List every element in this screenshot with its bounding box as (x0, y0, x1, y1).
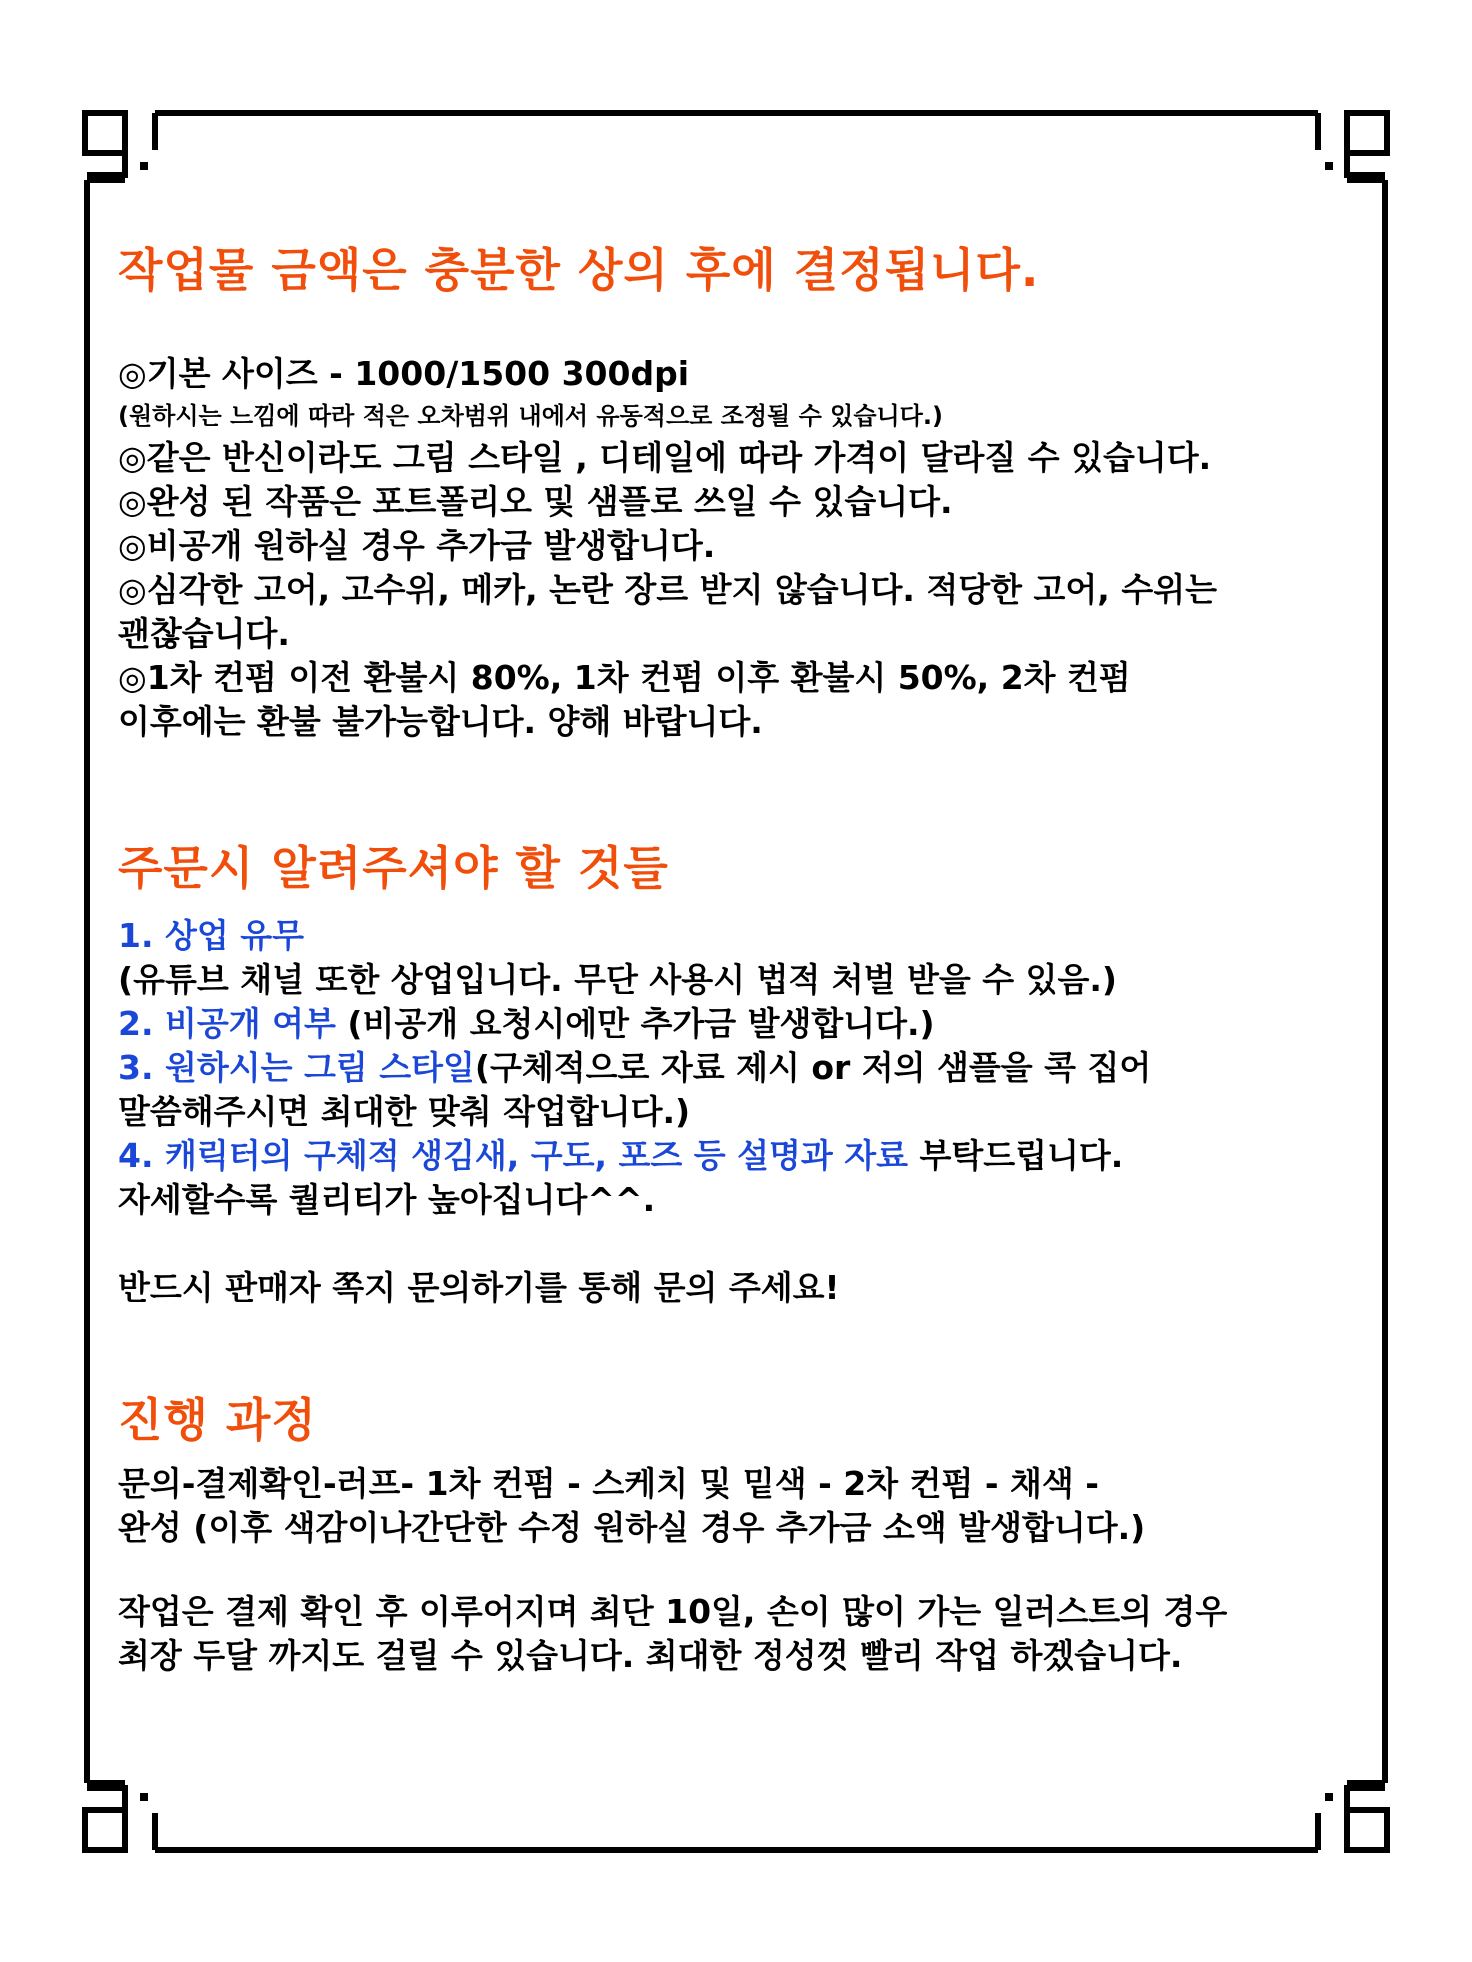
item3-title: 3. 원하시는 그림 스타일 (118, 1048, 475, 1087)
process-line2: 완성 (이후 색감이나간단한 수정 원하실 경우 추가금 소액 발생합니다.) (118, 1508, 1146, 1547)
item3-line (118, 1046, 1378, 1090)
bullet-portfolio: ◎완성 된 작품은 포트폴리오 및 샘플로 쓰일 수 있습니다. (118, 482, 953, 521)
bullet-genre-line1: ◎심각한 고어, 고수위, 메카, 논란 장르 받지 않습니다. 적당한 고어, 수위는 (118, 570, 1217, 609)
timeline-line1: 작업은 결제 확인 후 이루어지며 최단 10일, 손이 많이 가는 일러스트의 경우 (118, 1592, 1228, 1631)
item4-note-line1: 부탁드립니다. (908, 1136, 1124, 1175)
item2-line (118, 1002, 1378, 1046)
content-area (118, 240, 1378, 1678)
item4-note-line2: 자세할수록 퀄리티가 높아집니다^^. (118, 1180, 656, 1219)
timeline-line2: 최장 두달 까지도 걸릴 수 있습니다. 최대한 정성껏 빨리 작업 하겠습니다. (118, 1636, 1183, 1675)
item4-line (118, 1134, 1378, 1178)
size-note: (원하시는 느낌에 따라 적은 오차범위 내에서 유동적으로 조정될 수 있습니다.) (118, 402, 943, 430)
contact-note: 반드시 판매자 쪽지 문의하기를 통해 문의 주세요! (118, 1268, 840, 1307)
item1-title: 1. 상업 유무 (118, 916, 304, 955)
item2-title: 2. 비공개 여부 (118, 1004, 336, 1043)
order-info-heading: 주문시 알려주셔야 할 것들 (118, 841, 669, 895)
process-heading: 진행 과정 (118, 1393, 317, 1447)
item2-note: (비공개 요청시에만 추가금 발생합니다.) (335, 1004, 935, 1043)
bullet-price: ◎같은 반신이라도 그림 스타일 , 디테일에 따라 가격이 달라질 수 있습니다. (118, 438, 1212, 477)
bullet-private: ◎비공개 원하실 경우 추가금 발생합니다. (118, 526, 716, 565)
bullet-refund-line2: 이후에는 환불 불가능합니다. 양해 바랍니다. (118, 702, 763, 741)
item1-line (118, 914, 1378, 958)
item1-note: (유튜브 채널 또한 상업입니다. 무단 사용시 법적 처벌 받을 수 있음.) (118, 960, 1117, 999)
item3-note-line1: (구체적으로 자료 제시 or 저의 샘플을 콕 집어 (474, 1048, 1152, 1087)
item4-title: 4. 캐릭터의 구체적 생김새, 구도, 포즈 등 설명과 자료 (118, 1136, 909, 1175)
bullet-genre-line2: 괜찮습니다. (118, 614, 290, 653)
bullet-refund-line1: ◎1차 컨펌 이전 환불시 80%, 1차 컨펌 이후 환불시 50%, 2차 컨펌 (118, 658, 1131, 697)
pricing-heading: 작업물 금액은 충분한 상의 후에 결정됩니다. (118, 243, 1040, 297)
process-line1: 문의-결제확인-러프- 1차 컨펌 - 스케치 및 밑색 - 2차 컨펌 - 채색 - (118, 1464, 1099, 1503)
size-line: ◎기본 사이즈 - 1000/1500 300dpi (118, 354, 690, 393)
item3-note-line2: 말씀해주시면 최대한 맞춰 작업합니다.) (118, 1092, 691, 1131)
